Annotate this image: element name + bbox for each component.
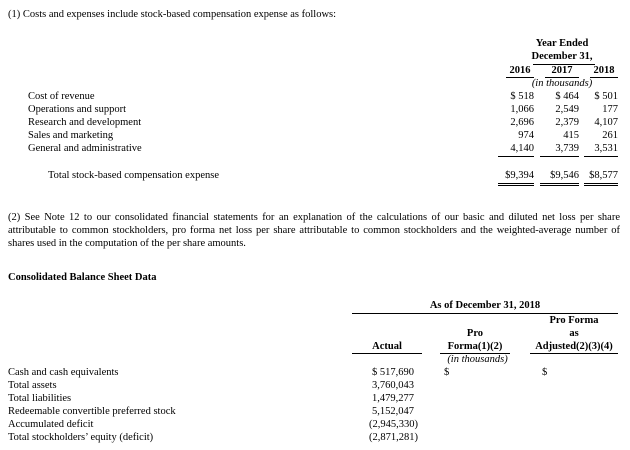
actual-value: (2,871,281) — [369, 432, 418, 443]
value-2016: $ 518 — [510, 91, 534, 102]
actual-value: $ 517,690 — [372, 367, 414, 378]
actual-header: Actual — [372, 341, 402, 352]
row-label: Redeemable convertible preferred stock — [8, 406, 176, 417]
value-2017: 2,549 — [555, 104, 579, 115]
adjusted-dollar: $ — [542, 367, 548, 378]
row-label: Total stockholders’ equity (deficit) — [8, 432, 154, 443]
total-2017: $9,546 — [550, 170, 579, 181]
value-2018: 261 — [602, 130, 618, 141]
row-label: Total assets — [8, 380, 57, 391]
row-label: Accumulated deficit — [8, 419, 94, 430]
value-2016: 4,140 — [510, 143, 534, 154]
pro-forma-adj-header-3: Adjusted(2)(3)(4) — [535, 341, 613, 352]
value-2016: 974 — [518, 130, 534, 141]
thousands-note: (in thousands) — [531, 78, 593, 89]
value-2018: $ 501 — [594, 91, 618, 102]
value-2016: 1,066 — [510, 104, 534, 115]
value-2017: $ 464 — [555, 91, 579, 102]
value-2017: 2,379 — [555, 117, 579, 128]
as-of-rule — [352, 313, 618, 314]
section-heading: Consolidated Balance Sheet Data — [8, 272, 157, 283]
value-2017: 415 — [563, 130, 579, 141]
value-2017: 3,739 — [555, 143, 579, 154]
pro-forma-adj-header-2: as — [569, 328, 579, 339]
subtotal-rule — [540, 156, 579, 157]
actual-value: 5,152,047 — [372, 406, 414, 417]
row-label: Cash and cash equivalents — [8, 367, 119, 378]
year-2018: 2018 — [593, 65, 615, 76]
row-label: Sales and marketing — [28, 130, 114, 141]
value-2018: 3,531 — [594, 143, 618, 154]
value-2018: 177 — [602, 104, 618, 115]
col-rule-actual — [352, 353, 422, 354]
pro-forma-header-1: Pro — [466, 328, 484, 339]
pro-forma-adj-header-1: Pro Forma — [549, 315, 599, 326]
total-double-rule — [584, 183, 618, 186]
pro-forma-header-2: Forma(1)(2) — [447, 341, 503, 352]
pro-forma-dollar: $ — [444, 367, 450, 378]
bs-thousands-note: (in thousands) — [447, 354, 508, 365]
actual-value: 1,479,277 — [372, 393, 414, 404]
year-2016: 2016 — [509, 65, 531, 76]
year-ended-header: Year Ended — [535, 38, 589, 49]
row-label: Research and development — [28, 117, 142, 128]
value-2018: 4,107 — [594, 117, 618, 128]
total-label: Total stock-based compensation expense — [48, 170, 220, 181]
col-rule-adjusted — [530, 353, 618, 354]
year-2017: 2017 — [551, 65, 573, 76]
total-double-rule — [498, 183, 534, 186]
december-header: December 31, — [531, 51, 593, 62]
as-of-header: As of December 31, 2018 — [429, 300, 541, 311]
row-label: General and administrative — [28, 143, 142, 154]
row-label: Cost of revenue — [28, 91, 95, 102]
total-2016: $9,394 — [505, 170, 534, 181]
footnote-1: (1) Costs and expenses include stock-based compensation expense as follows: — [8, 9, 337, 20]
row-label: Total liabilities — [8, 393, 72, 404]
actual-value: 3,760,043 — [372, 380, 414, 391]
total-2018: $8,577 — [589, 170, 618, 181]
subtotal-rule — [498, 156, 534, 157]
footnote-2: (2) See Note 12 to our consolidated financial statements for an explanation of the calculations of our basic and diluted net loss per share attributable to common stockholders, pro forma net loss per share attributable to common stockholders and the weighted-average number of shares used in the computation of the per share amounts. — [8, 212, 620, 250]
value-2016: 2,696 — [510, 117, 534, 128]
row-label: Operations and support — [28, 104, 126, 115]
subtotal-rule — [584, 156, 618, 157]
total-double-rule — [540, 183, 579, 186]
actual-value: (2,945,330) — [369, 419, 418, 430]
